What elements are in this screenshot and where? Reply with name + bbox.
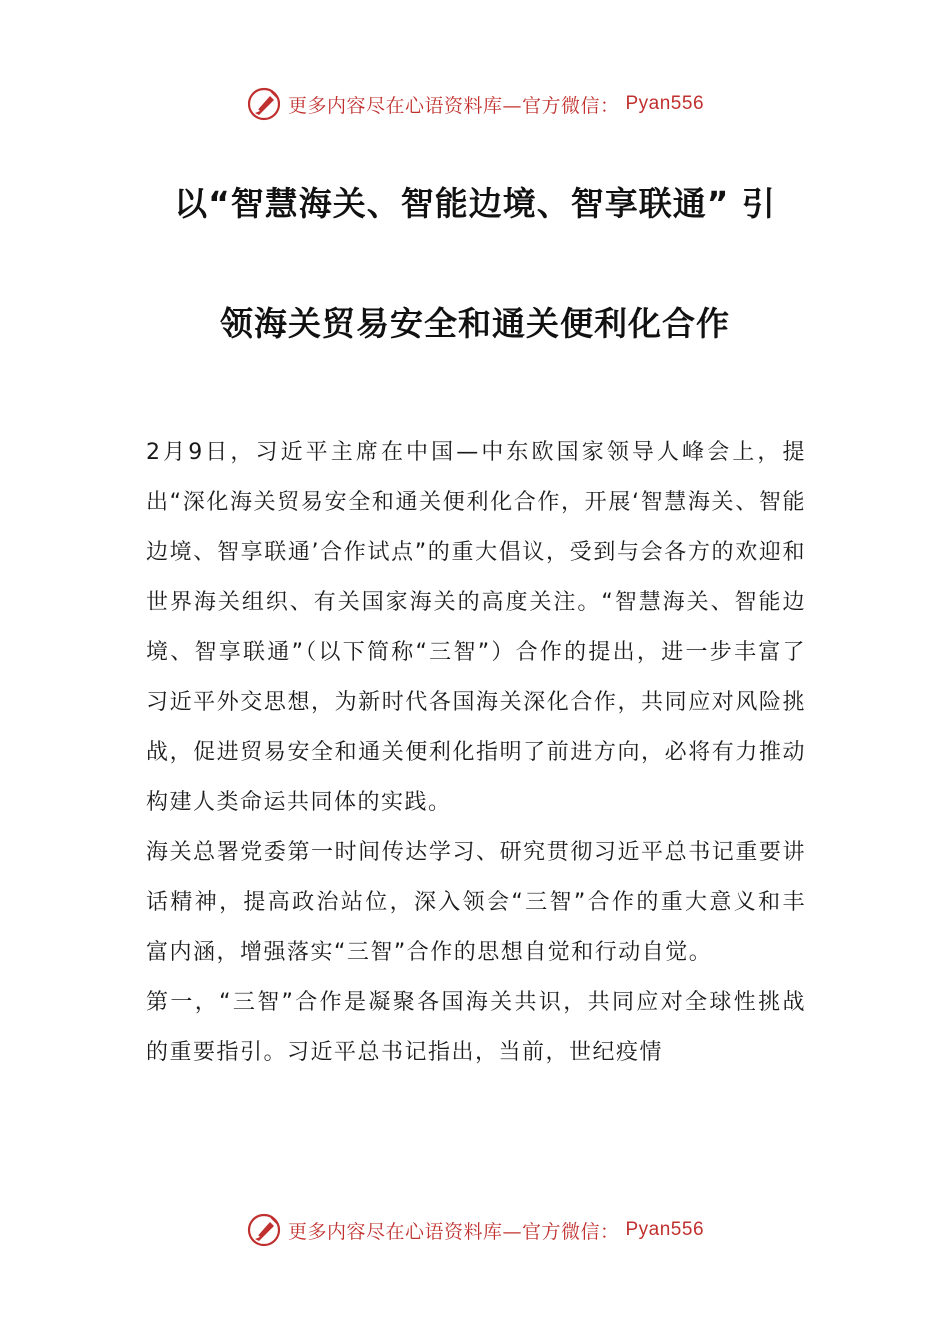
pen-logo-icon [246, 86, 282, 122]
watermark-header [0, 84, 950, 124]
watermark-wechat-id: Pyan556 [625, 93, 705, 114]
watermark-text: 更多内容尽在心语资料库—官方微信： [287, 1220, 620, 1243]
pen-logo-icon [246, 1212, 282, 1248]
document-title-line-1: 以“智慧海关、智能边境、智享联通” 引 [174, 184, 776, 223]
watermark-footer [0, 1210, 950, 1250]
body-paragraph-2: 海关总署党委第一时间传达学习、研究贯彻习近平总书记重要讲话精神，提高政治站位，深入领会“三智”合作的重大意义和丰富内涵，增强落实“三智”合作的思想自觉和行动自觉。 [146, 840, 806, 965]
watermark-wechat-id: Pyan556 [625, 1219, 705, 1240]
body-paragraph-1: 2月9日，习近平主席在中国—中东欧国家领导人峰会上，提出“深化海关贸易安全和通关便利化合作，开展‘智慧海关、智能边境、智享联通’合作试点”的重大倡议，受到与会各方的欢迎和世界海关组织、有关国家海关的高度关注。“智慧海关、智能边境、智享联通”（以下简称“三智”）合作的提出，进一步丰富了习近平外交思想，为新时代各国海关深化合作，共同应对风险挑战，促进贸易安全和通关便利化指明了前进方向，必将有力推动构建人类命运共同体的实践。 [146, 440, 806, 815]
document-title-line-2: 领海关贸易安全和通关便利化合作 [220, 304, 730, 343]
watermark-text: 更多内容尽在心语资料库—官方微信： [287, 94, 620, 117]
body-paragraph-3: 第一，“三智”合作是凝聚各国海关共识，共同应对全球性挑战的重要指引。习近平总书记指出，当前，世纪疫情 [146, 990, 806, 1065]
document-body [146, 428, 806, 1078]
